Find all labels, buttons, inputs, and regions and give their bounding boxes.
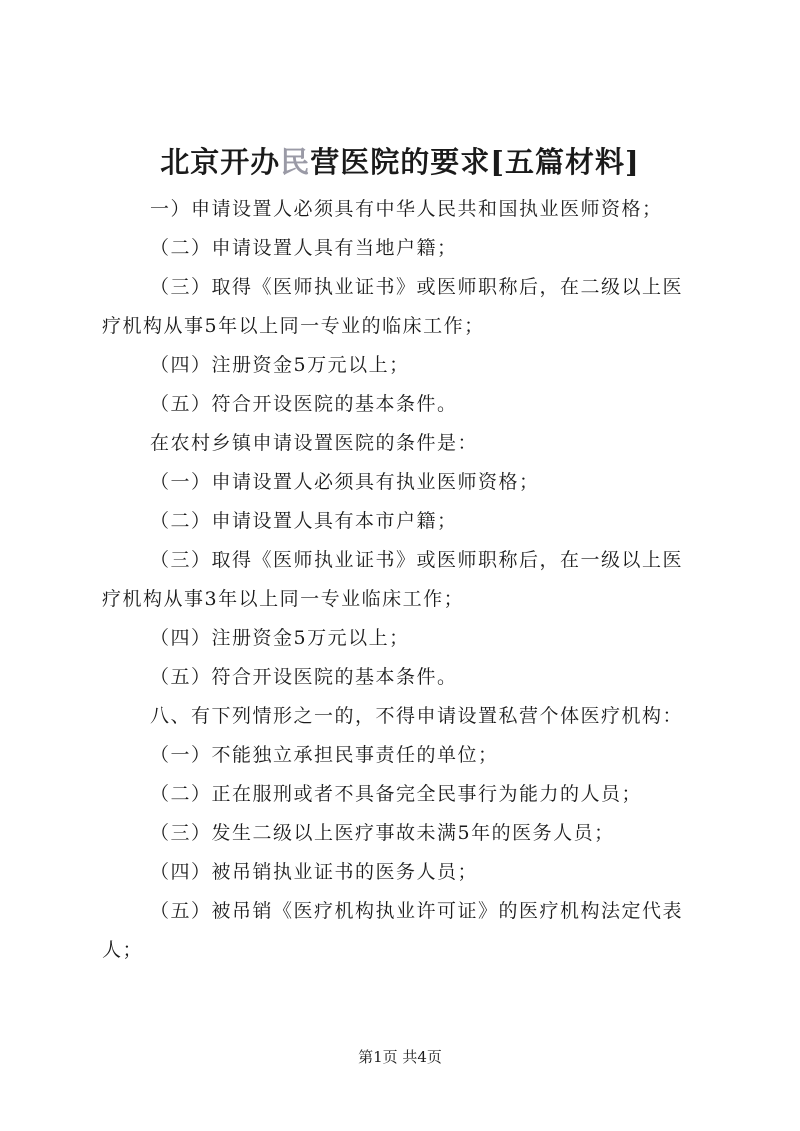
page-footer: 第1页 共4页: [358, 1048, 442, 1066]
paragraph-line: （三）取得《医师执业证书》或医师职称后，在一级以上医: [150, 549, 684, 571]
paragraph-line: （三）取得《医师执业证书》或医师职称后，在二级以上医: [150, 276, 684, 298]
paragraph-line: 人；: [102, 939, 144, 961]
paragraph-line: （二）正在服刑或者不具备完全民事行为能力的人员；: [150, 783, 643, 805]
paragraph-line: 疗机构从事3年以上同一专业临床工作；: [102, 588, 465, 610]
document-body: [102, 190, 702, 970]
title-faded-char: 民: [280, 145, 311, 179]
paragraph-line: （二）申请设置人具有本市户籍；: [150, 510, 458, 532]
title-part-2: 营医院的要求[五篇材料]: [310, 145, 640, 179]
paragraph-line: （三）发生二级以上医疗事故未满5年的医务人员；: [150, 822, 615, 844]
paragraph-line: （一）不能独立承担民事责任的单位；: [150, 744, 499, 766]
paragraph-line: （四）被吊销执业证书的医务人员；: [150, 861, 479, 883]
paragraph-line: （五）符合开设医院的基本条件。: [150, 666, 458, 688]
paragraph-line: 一）申请设置人必须具有中华人民共和国执业医师资格；: [150, 198, 663, 220]
paragraph-line: （五）符合开设医院的基本条件。: [150, 393, 458, 415]
paragraph-line: （一）申请设置人必须具有执业医师资格；: [150, 471, 540, 493]
title-part-1: 北京开办: [160, 145, 281, 179]
paragraph-line: （四）注册资金5万元以上；: [150, 627, 410, 649]
paragraph-line: 八、有下列情形之一的，不得申请设置私营个体医疗机构：: [150, 705, 684, 727]
paragraph-line: 在农村乡镇申请设置医院的条件是：: [150, 432, 479, 454]
document-title: [0, 140, 800, 181]
paragraph-line: （四）注册资金5万元以上；: [150, 354, 410, 376]
paragraph-line: （二）申请设置人具有当地户籍；: [150, 237, 458, 259]
paragraph-line: 疗机构从事5年以上同一专业的临床工作；: [102, 315, 485, 337]
paragraph-line: （五）被吊销《医疗机构执业许可证》的医疗机构法定代表: [150, 900, 684, 922]
